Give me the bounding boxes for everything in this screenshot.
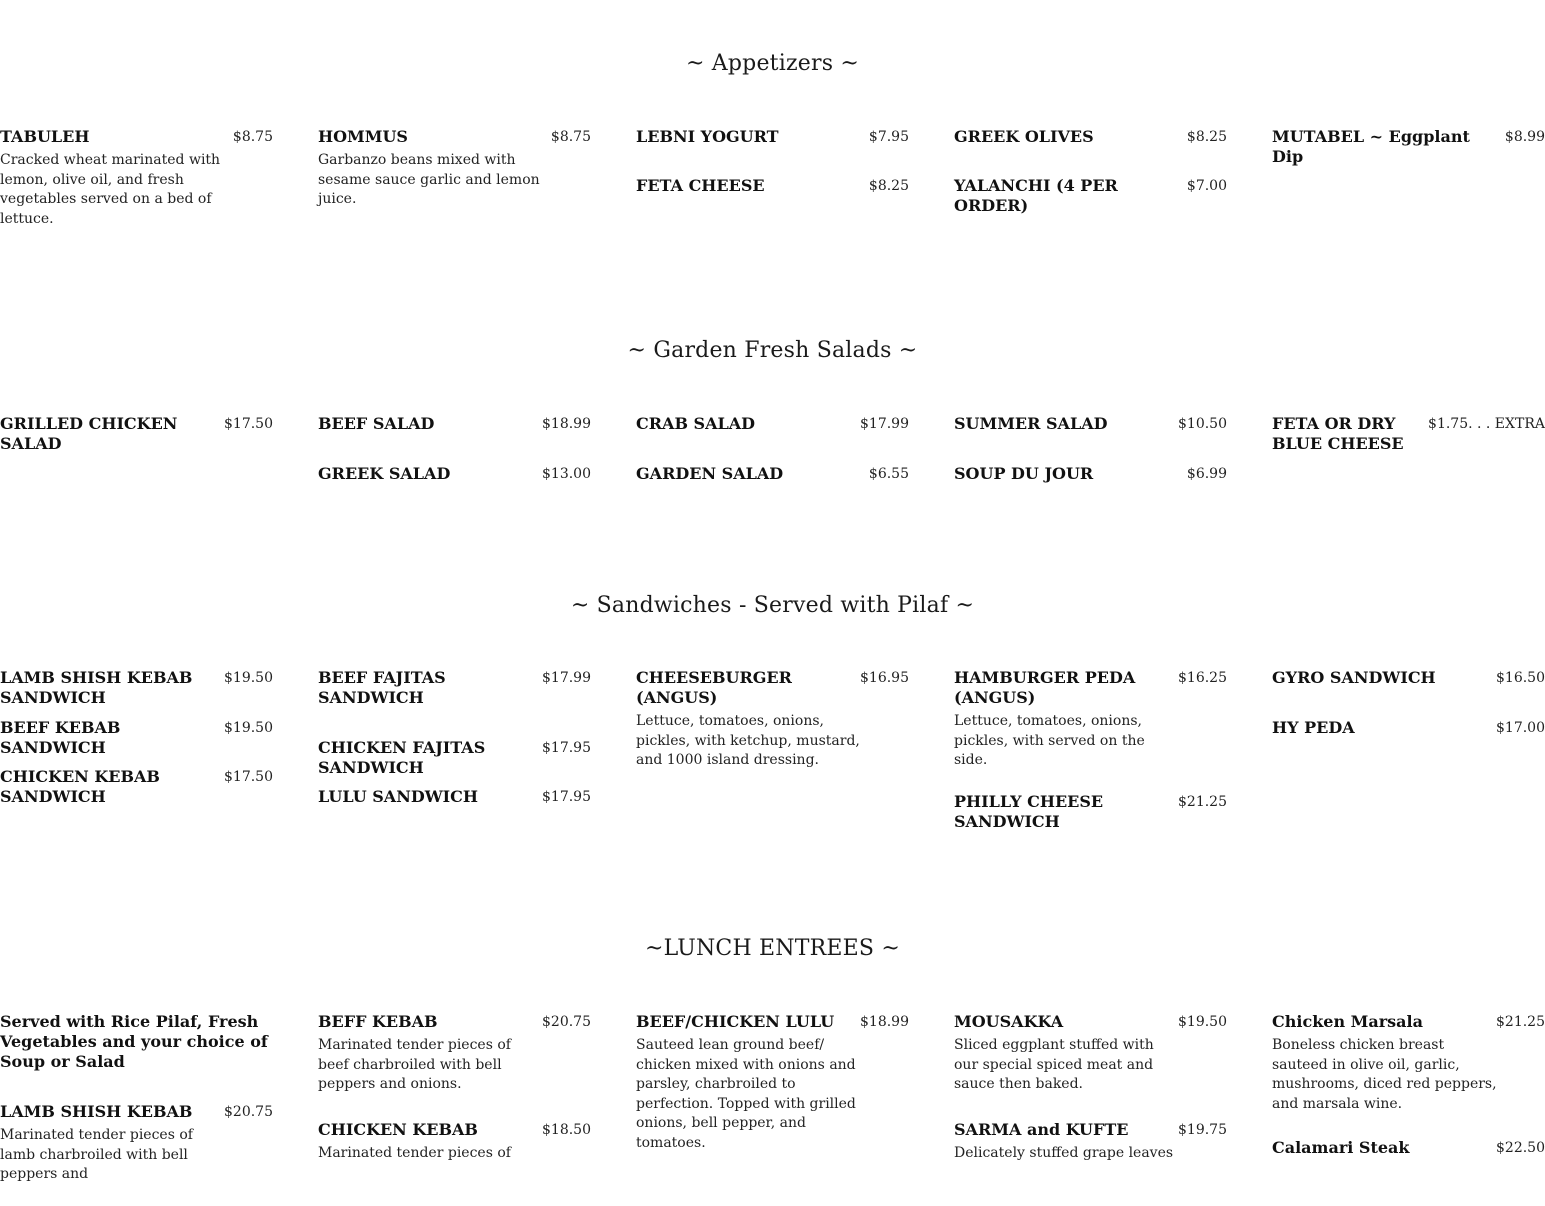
menu-item	[318, 1120, 591, 1164]
item-name: SARMA and KUFTE	[954, 1119, 1129, 1139]
menu-item	[318, 738, 591, 778]
item-description: Delicately stuffed grape leaves	[954, 1144, 1174, 1161]
menu-item	[318, 127, 591, 210]
menu-item	[1272, 1012, 1545, 1114]
menu-item	[1272, 718, 1545, 738]
item-description: Lettuce, tomatoes, onions, pickles, with ketchup, mustard, and 1000 island dressing.	[636, 713, 860, 769]
menu-item	[0, 414, 273, 454]
menu-item	[954, 792, 1227, 832]
item-name: YALANCHI (4 PER ORDER)	[954, 176, 1118, 215]
item-price: $21.25	[1496, 1014, 1545, 1030]
item-description: Marinated tender pieces of lamb charbroiled with bell peppers and	[0, 1127, 193, 1183]
item-price: $8.75	[232, 129, 273, 145]
item-name: GYRO SANDWICH	[1272, 668, 1436, 687]
menu-column	[0, 414, 273, 475]
menu-item	[1272, 1138, 1545, 1158]
section-appetizers	[0, 50, 1545, 78]
item-price: $19.50	[1178, 1014, 1227, 1030]
item-name: CHICKEN KEBAB SANDWICH	[0, 767, 160, 806]
menu-column	[318, 414, 591, 505]
menu-item	[954, 1012, 1227, 1095]
item-name: BEFF KEBAB	[318, 1012, 438, 1031]
item-name: LULU SANDWICH	[318, 787, 478, 806]
item-name: LAMB SHISH KEBAB	[0, 1102, 193, 1121]
item-name: CRAB SALAD	[636, 414, 756, 433]
section-title: ~ Garden Fresh Salads ~	[627, 338, 918, 363]
item-price: $17.99	[860, 416, 909, 432]
item-name: HAMBURGER PEDA (ANGUS)	[954, 668, 1136, 707]
item-name: PHILLY CHEESE SANDWICH	[954, 791, 1104, 831]
menu-column	[636, 1012, 909, 1175]
menu-column	[318, 668, 591, 828]
item-name: Calamari Steak	[1272, 1138, 1410, 1158]
menu-column	[0, 1012, 273, 1206]
menu-item	[1272, 127, 1545, 167]
item-description: Lettuce, tomatoes, onions, pickles, with served on the side.	[954, 713, 1145, 769]
section-title: ~ Sandwiches - Served with Pilaf ~	[570, 593, 975, 618]
item-price: $8.25	[1186, 129, 1227, 145]
menu-item	[318, 668, 591, 708]
menu-item	[0, 1102, 273, 1185]
item-price: $16.25	[1178, 670, 1227, 686]
section-sandwiches	[0, 592, 1545, 620]
menu-column	[1272, 668, 1545, 759]
menu-column	[954, 668, 1227, 853]
item-name: CHICKEN FAJITAS SANDWICH	[318, 738, 486, 777]
item-name: BEEF/CHICKEN LULU	[636, 1012, 835, 1031]
item-name: CHEESEBURGER (ANGUS)	[636, 668, 792, 707]
menu-column	[954, 414, 1227, 505]
item-price: $1.75. . . EXTRA	[1428, 416, 1545, 432]
item-description: Cracked wheat marinated with lemon, olive oil, and fresh vegetables served on a bed of lettuce.	[0, 152, 221, 227]
item-price: $7.00	[1186, 178, 1227, 194]
item-name: GARDEN SALAD	[636, 464, 784, 483]
item-price: $17.50	[224, 416, 273, 432]
item-price: $22.50	[1496, 1140, 1545, 1157]
item-name: GREEK SALAD	[318, 464, 451, 483]
menu-item	[954, 176, 1227, 216]
menu-item	[0, 127, 273, 229]
item-price: $17.00	[1496, 720, 1545, 736]
item-price: $21.25	[1178, 793, 1227, 810]
item-name: BEEF KEBAB SANDWICH	[0, 718, 121, 757]
item-price: $19.50	[224, 670, 273, 686]
menu-column	[636, 414, 909, 505]
item-name: HOMMUS	[318, 127, 408, 146]
section-title: ~ Appetizers ~	[685, 51, 860, 76]
item-price: $6.55	[868, 466, 909, 482]
item-name: MUTABEL ~ Eggplant Dip	[1272, 127, 1470, 166]
menu-item	[0, 668, 273, 708]
item-price: $16.50	[1496, 670, 1545, 686]
menu-item	[0, 767, 273, 807]
item-name: LEBNI YOGURT	[636, 127, 779, 146]
lunch-note: Served with Rice Pilaf, Fresh Vegetables and your choice of Soup or Salad	[0, 1012, 268, 1071]
menu-item	[636, 127, 909, 147]
item-price: $18.99	[860, 1014, 909, 1030]
item-description: Marinated tender pieces of	[318, 1144, 511, 1161]
menu-column	[0, 127, 273, 250]
menu-item	[954, 1120, 1227, 1164]
menu-column	[1272, 127, 1545, 188]
menu-item	[1272, 668, 1545, 688]
item-price: $18.50	[542, 1121, 591, 1138]
item-description: Sauteed lean ground beef/ chicken mixed with onions and parsley, charbroiled to perfection. Topped with grilled onions, bell pepper, and tomatoes.	[636, 1037, 856, 1151]
menu-column	[954, 127, 1227, 237]
item-price: $8.75	[550, 129, 591, 145]
item-name: BEEF FAJITAS SANDWICH	[318, 668, 446, 707]
menu-item	[0, 718, 273, 758]
item-description: Garbanzo beans mixed with sesame sauce garlic and lemon juice.	[318, 152, 540, 208]
item-description: Marinated tender pieces of beef charbroiled with bell peppers and onions.	[318, 1037, 511, 1093]
menu-column	[1272, 1012, 1545, 1179]
item-price: $7.95	[868, 129, 909, 145]
menu-item	[318, 787, 591, 807]
menu-item	[318, 464, 591, 484]
item-name: HY PEDA	[1272, 718, 1355, 737]
item-price: $16.95	[860, 670, 909, 686]
item-price: $20.75	[224, 1104, 273, 1120]
item-price: $8.99	[1504, 129, 1545, 145]
item-price: $19.50	[224, 720, 273, 736]
menu-item	[318, 414, 591, 434]
item-name: LAMB SHISH KEBAB SANDWICH	[0, 668, 193, 707]
item-price: $17.99	[542, 670, 591, 686]
menu-item	[954, 464, 1227, 484]
item-price: $13.00	[542, 466, 591, 482]
menu-item	[954, 668, 1227, 771]
item-price: $17.95	[542, 740, 591, 756]
menu-item	[318, 1012, 591, 1095]
menu-column	[1272, 414, 1545, 475]
item-price: $17.95	[542, 789, 591, 805]
item-name: FETA CHEESE	[636, 176, 765, 195]
item-description: Sliced eggplant stuffed with our special spiced meat and sauce then baked.	[954, 1037, 1154, 1093]
item-price: $6.99	[1186, 466, 1227, 482]
menu-item	[954, 127, 1227, 147]
item-price: $18.99	[542, 416, 591, 432]
menu-column	[954, 1012, 1227, 1184]
item-price: $20.75	[542, 1014, 591, 1030]
item-description: Boneless chicken breast sauteed in olive oil, garlic, mushrooms, diced red peppers, and marsala wine.	[1272, 1037, 1497, 1112]
section-salads	[0, 337, 1545, 365]
menu-item	[636, 1012, 909, 1154]
menu-column	[318, 1012, 591, 1184]
menu-item	[636, 668, 909, 771]
item-name: Chicken Marsala	[1272, 1012, 1423, 1031]
menu-item	[636, 414, 909, 434]
section-lunch-entrees	[0, 935, 1545, 963]
item-name: BEEF SALAD	[318, 414, 435, 433]
menu-item	[954, 414, 1227, 434]
menu-item	[636, 176, 909, 196]
item-name: SOUP DU JOUR	[954, 464, 1094, 483]
item-price: $17.50	[224, 769, 273, 785]
item-name: TABULEH	[0, 127, 90, 146]
item-name: GRILLED CHICKEN SALAD	[0, 414, 178, 453]
item-name: GREEK OLIVES	[954, 127, 1094, 146]
item-price: $10.50	[1178, 416, 1227, 432]
menu-item	[1272, 414, 1545, 454]
menu-column	[636, 668, 909, 792]
item-name: FETA OR DRY BLUE CHEESE	[1272, 414, 1404, 453]
menu-column	[0, 668, 273, 828]
item-price: $19.75	[1178, 1121, 1227, 1138]
menu-column	[636, 127, 909, 217]
section-title: ~LUNCH ENTREES ~	[644, 936, 900, 961]
item-name: CHICKEN KEBAB	[318, 1119, 478, 1139]
item-price: $8.25	[868, 178, 909, 194]
item-name: MOUSAKKA	[954, 1012, 1064, 1031]
menu-item	[636, 464, 909, 484]
menu-column	[318, 127, 591, 231]
item-name: SUMMER SALAD	[954, 414, 1108, 433]
